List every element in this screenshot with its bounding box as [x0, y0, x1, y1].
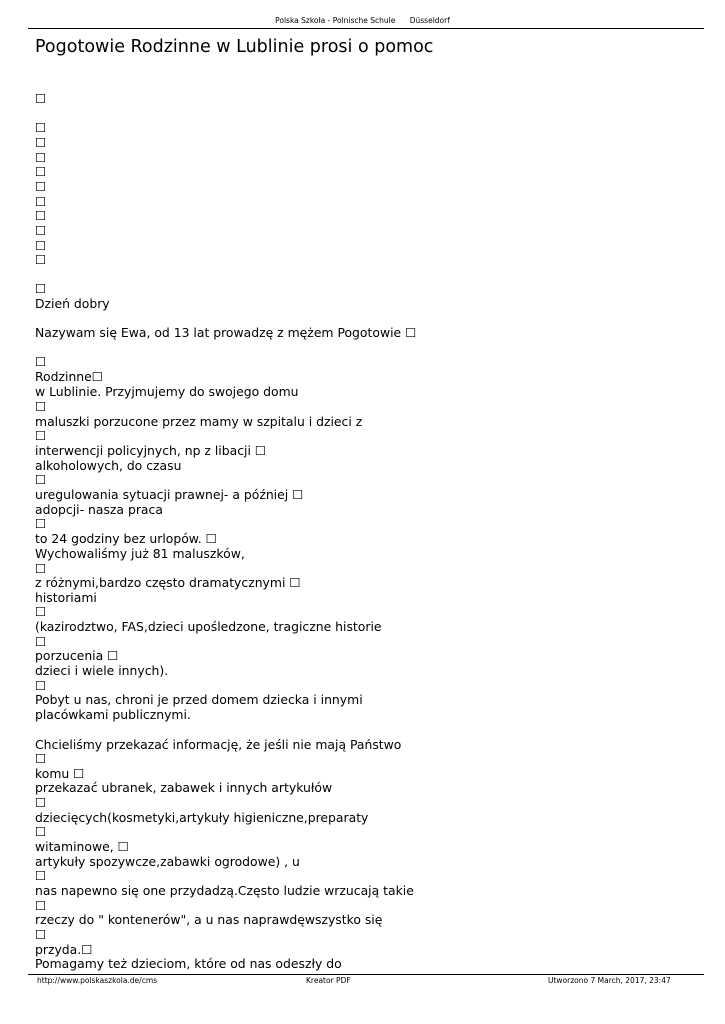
body-text-line: przyda.☐	[35, 942, 93, 957]
header-school: Polska Szkoła - Polnische Schule	[275, 16, 396, 25]
checkbox-glyph-line: ☐	[35, 634, 47, 649]
checkbox-glyph-line: ☐	[35, 927, 47, 942]
checkbox-glyph-line: ☐	[35, 399, 47, 414]
header-city: Düsseldorf	[409, 16, 450, 25]
body-text-line: przekazać ubranek, zabawek i innych artykułów	[35, 780, 333, 795]
body-text-line: dzieci i wiele innych).	[35, 663, 169, 678]
checkbox-glyph-line: ☐	[35, 179, 47, 194]
checkbox-glyph-line: ☐	[35, 208, 47, 223]
checkbox-glyph-line: ☐	[35, 238, 47, 253]
checkbox-glyph-line: ☐	[35, 824, 47, 839]
checkbox-glyph-line: ☐	[35, 898, 47, 913]
checkbox-glyph-line: ☐	[35, 91, 47, 106]
body-text-line: Pomagamy też dzieciom, które od nas odeszły do	[35, 956, 342, 971]
body-text-line: nas napewno się one przydadzą.Często ludzie wrzucają takie	[35, 883, 414, 898]
checkbox-glyph-line: ☐	[35, 150, 47, 165]
footer-created: Utworzono 7 March, 2017, 23:47	[548, 976, 671, 985]
footer-rule	[28, 974, 704, 975]
body-text-line: dziecięcych(kosmetyki,artykuły higieniczne,preparaty	[35, 810, 369, 825]
body-text-line: komu ☐	[35, 766, 85, 781]
checkbox-glyph-line: ☐	[35, 164, 47, 179]
header-rule	[28, 28, 704, 29]
footer-creator: Kreator PDF	[306, 976, 351, 985]
body-text-line: w Lublinie. Przyjmujemy do swojego domu	[35, 384, 299, 399]
body-text-line: Dzień dobry	[35, 296, 110, 311]
body-text-line: adopcji- nasza praca	[35, 502, 163, 517]
page-header	[0, 16, 725, 25]
body-text-line: placówkami publicznymi.	[35, 707, 191, 722]
checkbox-glyph-line: ☐	[35, 868, 47, 883]
body-text-line: artykuły spozywcze,zabawki ogrodowe) , u	[35, 854, 300, 869]
footer-url: http://www.polskaszkola.de/cms	[37, 976, 158, 985]
checkbox-glyph-line: ☐	[35, 281, 47, 296]
body-text-line: interwencji policyjnych, np z libacji ☐	[35, 443, 266, 458]
body-text-line: to 24 godziny bez urlopów. ☐	[35, 531, 217, 546]
checkbox-glyph-line: ☐	[35, 472, 47, 487]
body-text-line: witaminowe, ☐	[35, 839, 129, 854]
checkbox-glyph-line: ☐	[35, 120, 47, 135]
checkbox-glyph-line: ☐	[35, 561, 47, 576]
body-text-line: historiami	[35, 590, 97, 605]
checkbox-glyph-line: ☐	[35, 428, 47, 443]
body-text-line: Chcieliśmy przekazać informację, że jeśli nie mają Państwo	[35, 737, 402, 752]
body-text-line: rzeczy do " kontenerów", a u nas naprawdęwszystko się	[35, 912, 383, 927]
checkbox-glyph-line: ☐	[35, 751, 47, 766]
checkbox-glyph-line: ☐	[35, 223, 47, 238]
body-text-line: (kazirodztwo, FAS,dzieci upośledzone, tragiczne historie	[35, 619, 382, 634]
body-text-line: Pobyt u nas, chroni je przed domem dziecka i innymi	[35, 692, 363, 707]
checkbox-glyph-line: ☐	[35, 604, 47, 619]
body-text-line: z różnymi,bardzo często dramatycznymi ☐	[35, 575, 301, 590]
checkbox-glyph-line: ☐	[35, 678, 47, 693]
body-text-line: porzucenia ☐	[35, 648, 119, 663]
body-text-line: Rodzinne☐	[35, 369, 103, 384]
checkbox-glyph-line: ☐	[35, 194, 47, 209]
body-text-line: alkoholowych, do czasu	[35, 458, 182, 473]
checkbox-glyph-line: ☐	[35, 795, 47, 810]
body-text-line: Nazywam się Ewa, od 13 lat prowadzę z mężem Pogotowie ☐	[35, 325, 417, 340]
checkbox-glyph-line: ☐	[35, 354, 47, 369]
checkbox-glyph-line: ☐	[35, 516, 47, 531]
body-text-line: uregulowania sytuacji prawnej- a później ☐	[35, 487, 304, 502]
body-text-line: maluszki porzucone przez mamy w szpitalu i dzieci z	[35, 414, 363, 429]
body-text-line: Wychowaliśmy już 81 maluszków,	[35, 546, 245, 561]
checkbox-glyph-line: ☐	[35, 135, 47, 150]
page-title: Pogotowie Rodzinne w Lublinie prosi o pomoc	[35, 37, 434, 57]
checkbox-glyph-line: ☐	[35, 252, 47, 267]
